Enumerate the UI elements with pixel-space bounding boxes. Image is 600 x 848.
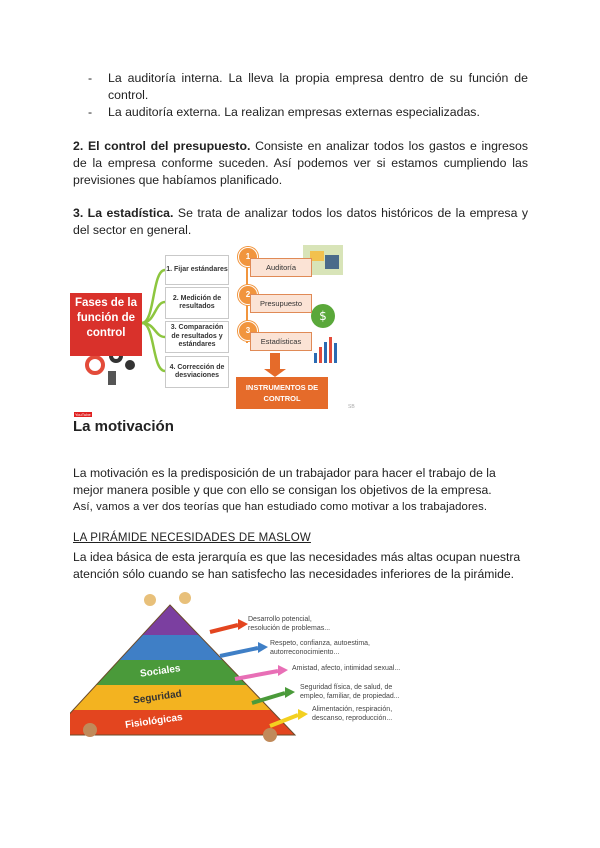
tool-number-badge: 2 (238, 285, 258, 305)
instruments-box: INSTRUMENTOS DE CONTROL (236, 377, 328, 409)
pyramid-level-label: Fisiológicas (124, 712, 184, 731)
level-description: Respeto, confianza, autoestima, autorreconocimiento... (270, 640, 371, 656)
section-text: Se trata de analizar todos los datos históricos de la empresa y del sector en general. (73, 206, 528, 237)
maslow-paragraph: La idea básica de esta jerarquía es que las necesidades más altas ocupan nuestra atención sólo cuando se han satisfecho las necesidades inferiores de la pirámide. (73, 550, 521, 581)
corner-mark: SB (348, 404, 355, 410)
tool-number-badge: 1 (238, 247, 258, 267)
youtube-logo: YouTube (75, 412, 91, 417)
bullet-text: La auditoría interna. La lleva la propia empresa dentro de su función de control. (108, 71, 528, 102)
pyramid-level-label: Seguridad (132, 688, 183, 707)
youtube-credit (74, 412, 92, 417)
step-box: 3. Comparación de resultados y estándares (165, 321, 229, 353)
statistics-paragraph (73, 205, 528, 239)
tool-box: Presupuesto (250, 294, 312, 313)
control-phases-diagram (70, 243, 370, 423)
tool-number-badge: 3 (238, 321, 258, 341)
list-item (88, 104, 528, 121)
audit-bullet-list (88, 70, 528, 121)
motivation-note: Así, vamos a ver dos teorías que han estudiado como motivar a los trabajadores. (73, 501, 488, 513)
maslow-heading: LA PIRÁMIDE NECESIDADES DE MASLOW (73, 532, 311, 544)
level-description: Seguridad física, de salud, de empleo, familiar, de propiedad... (300, 684, 400, 700)
level-description: Amistad, afecto, intimidad sexual... (292, 665, 401, 672)
phases-title-box: Fases de la función de control (70, 293, 142, 356)
svg-text:$: $ (319, 309, 327, 323)
motivation-paragraph: La motivación es la predisposición de un trabajador para hacer el trabajo de la mejor manera posible y que con ello se consigan los objetivos de la empresa. (73, 466, 496, 497)
section-title: La motivación (73, 418, 174, 435)
pyramid-level-label: Sociales (139, 663, 182, 680)
step-box: 2. Medición de resultados (165, 287, 229, 319)
budget-control-paragraph (73, 138, 528, 189)
section-text: Consiste en analizar todos los gastos e ingresos de la empresa conforme suceden. Así podemos ver si estamos cumpliendo las previsiones que habíamos planificado. (73, 139, 529, 187)
bullet-dash: - (88, 105, 93, 119)
section-heading: 2. El control del presupuesto. (73, 139, 251, 153)
tool-box: Estadísticas (250, 332, 312, 351)
bullet-dash: - (88, 71, 93, 85)
tool-box: Auditoría (250, 258, 312, 277)
bullet-text: La auditoría externa. La realizan empresas externas especializadas. (108, 105, 480, 119)
step-box: 4. Corrección de desviaciones (165, 356, 229, 388)
level-description: Alimentación, respiración, descanso, reproducción... (312, 706, 393, 722)
step-box: 1. Fijar estándares (165, 255, 229, 285)
section-heading: 3. La estadística. (73, 206, 174, 220)
level-description: Desarrollo potencial, resolución de problemas... (248, 616, 331, 632)
list-item (88, 70, 528, 104)
